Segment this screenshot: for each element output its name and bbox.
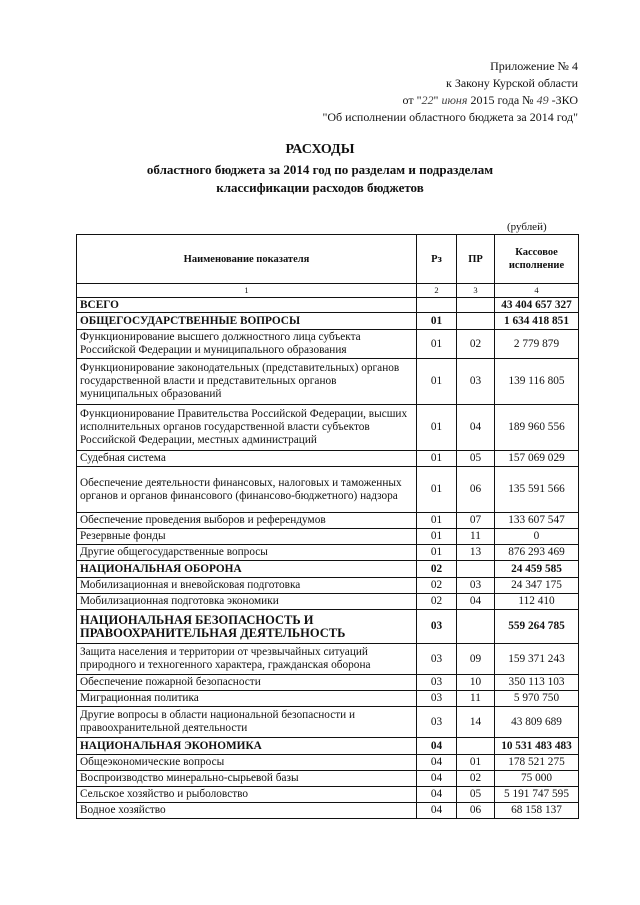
column-number-row — [77, 284, 579, 298]
row-pr: 03 — [457, 578, 495, 594]
row-amount: 24 459 585 — [495, 561, 579, 578]
row-name: Мобилизационная и вневойсковая подготовка — [77, 578, 417, 594]
row-rz: 02 — [417, 578, 457, 594]
row-name: Мобилизационная подготовка экономики — [77, 594, 417, 610]
row-rz: 03 — [417, 691, 457, 707]
col-number: 4 — [495, 284, 579, 298]
row-rz: 04 — [417, 738, 457, 755]
row-pr: 06 — [457, 803, 495, 819]
law-reference: к Закону Курской области — [446, 76, 578, 90]
header-pr: ПР — [457, 235, 495, 284]
row-name: Обеспечение проведения выборов и референдумов — [77, 513, 417, 529]
row-amount: 178 521 275 — [495, 755, 579, 771]
row-name: Сельское хозяйство и рыболовство — [77, 787, 417, 803]
table-row — [77, 803, 579, 819]
row-pr — [457, 313, 495, 330]
table-row — [77, 545, 579, 561]
date-month: июня — [441, 93, 468, 107]
date-sep: " — [433, 93, 442, 107]
table-row — [77, 738, 579, 755]
row-name: Резервные фонды — [77, 529, 417, 545]
table-row — [77, 787, 579, 803]
law-title: "Об исполнении областного бюджета за 2014 год" — [322, 110, 578, 124]
row-rz: 03 — [417, 610, 457, 644]
row-pr — [457, 298, 495, 313]
document-subtitle-2: классификации расходов бюджетов — [216, 180, 424, 195]
document-header — [322, 58, 578, 126]
row-rz: 04 — [417, 771, 457, 787]
row-amount: 43 404 657 327 — [495, 298, 579, 313]
col-number: 1 — [77, 284, 417, 298]
row-amount: 5 970 750 — [495, 691, 579, 707]
row-rz: 01 — [417, 467, 457, 513]
row-pr: 05 — [457, 787, 495, 803]
row-name: Защита населения и территории от чрезвычайных ситуаций природного и техногенного характера, гражданская оборона — [77, 644, 417, 675]
row-pr: 04 — [457, 405, 495, 451]
document-title: РАСХОДЫ — [285, 142, 355, 157]
table-row — [77, 578, 579, 594]
header-amount: Кассовое исполнение — [495, 235, 579, 284]
table-row — [77, 561, 579, 578]
row-pr: 04 — [457, 594, 495, 610]
row-name: Судебная система — [77, 451, 417, 467]
row-pr: 06 — [457, 467, 495, 513]
law-suffix: -ЗКО — [548, 93, 578, 107]
row-pr — [457, 738, 495, 755]
table-row — [77, 405, 579, 451]
table-row — [77, 529, 579, 545]
header-name: Наименование показателя — [77, 235, 417, 284]
row-pr: 10 — [457, 675, 495, 691]
row-name: Другие вопросы в области национальной безопасности и правоохранительной деятельности — [77, 707, 417, 738]
row-name: Миграционная политика — [77, 691, 417, 707]
row-name: ВСЕГО — [77, 298, 417, 313]
row-rz: 03 — [417, 675, 457, 691]
row-amount: 75 000 — [495, 771, 579, 787]
law-date-line — [322, 92, 578, 109]
row-pr — [457, 561, 495, 578]
document-subtitle-1: областного бюджета за 2014 год по разделам и подразделам — [146, 162, 494, 177]
table-row — [77, 330, 579, 359]
expenditure-table — [76, 234, 579, 819]
row-name: Функционирование законодательных (представительных) органов государственной власти и представительных органов муниципальных образований — [77, 359, 417, 405]
row-amount: 2 779 879 — [495, 330, 579, 359]
table-row — [77, 610, 579, 644]
col-number: 3 — [457, 284, 495, 298]
table-row — [77, 771, 579, 787]
row-amount: 135 591 566 — [495, 467, 579, 513]
row-name: Обеспечение деятельности финансовых, налоговых и таможенных органов и органов финансового (финансово-бюджетного) надзора — [77, 467, 417, 513]
row-rz: 01 — [417, 330, 457, 359]
row-name: Общеэкономические вопросы — [77, 755, 417, 771]
row-amount: 876 293 469 — [495, 545, 579, 561]
row-rz: 03 — [417, 644, 457, 675]
row-pr: 09 — [457, 644, 495, 675]
row-rz: 01 — [417, 359, 457, 405]
row-name: НАЦИОНАЛЬНАЯ ЭКОНОМИКА — [77, 738, 417, 755]
row-amount: 0 — [495, 529, 579, 545]
row-amount: 68 158 137 — [495, 803, 579, 819]
row-name: Другие общегосударственные вопросы — [77, 545, 417, 561]
row-amount: 43 809 689 — [495, 707, 579, 738]
row-rz: 02 — [417, 561, 457, 578]
row-amount: 189 960 556 — [495, 405, 579, 451]
table-row — [77, 513, 579, 529]
units-label: (рублей) — [507, 221, 547, 233]
appendix-number: Приложение № 4 — [490, 59, 578, 73]
row-pr: 07 — [457, 513, 495, 529]
date-year: 2015 года № — [467, 93, 537, 107]
row-pr: 13 — [457, 545, 495, 561]
row-rz: 01 — [417, 451, 457, 467]
row-rz: 03 — [417, 707, 457, 738]
row-rz: 04 — [417, 787, 457, 803]
row-pr: 03 — [457, 359, 495, 405]
row-pr: 14 — [457, 707, 495, 738]
table-row — [77, 675, 579, 691]
row-amount: 10 531 483 483 — [495, 738, 579, 755]
header-rz: Рз — [417, 235, 457, 284]
row-rz: 02 — [417, 594, 457, 610]
row-amount: 159 371 243 — [495, 644, 579, 675]
table-row — [77, 451, 579, 467]
row-name: НАЦИОНАЛЬНАЯ БЕЗОПАСНОСТЬ И ПРАВООХРАНИТЕЛЬНАЯ ДЕЯТЕЛЬНОСТЬ — [77, 610, 417, 644]
table-header-row — [77, 235, 579, 284]
date-prefix: от " — [402, 93, 422, 107]
row-pr: 01 — [457, 755, 495, 771]
row-pr: 11 — [457, 529, 495, 545]
row-rz: 01 — [417, 545, 457, 561]
row-pr: 02 — [457, 771, 495, 787]
table-row — [77, 644, 579, 675]
row-amount: 24 347 175 — [495, 578, 579, 594]
row-amount: 1 634 418 851 — [495, 313, 579, 330]
table-row — [77, 691, 579, 707]
row-rz — [417, 298, 457, 313]
row-amount: 5 191 747 595 — [495, 787, 579, 803]
row-amount: 112 410 — [495, 594, 579, 610]
row-name: Водное хозяйство — [77, 803, 417, 819]
row-rz: 04 — [417, 803, 457, 819]
table-row — [77, 359, 579, 405]
row-name: Функционирование Правительства Российской Федерации, высших исполнительных органов государственной власти субъектов Российской Федерации, местных администраций — [77, 405, 417, 451]
row-name: Воспроизводство минерально-сырьевой базы — [77, 771, 417, 787]
table-row — [77, 594, 579, 610]
row-rz: 01 — [417, 529, 457, 545]
date-day: 22 — [421, 93, 434, 107]
row-rz: 04 — [417, 755, 457, 771]
row-amount: 350 113 103 — [495, 675, 579, 691]
row-amount: 559 264 785 — [495, 610, 579, 644]
row-name: Обеспечение пожарной безопасности — [77, 675, 417, 691]
law-number: 49 — [536, 93, 549, 107]
row-pr — [457, 610, 495, 644]
row-name: НАЦИОНАЛЬНАЯ ОБОРОНА — [77, 561, 417, 578]
table-row — [77, 313, 579, 330]
table-row — [77, 707, 579, 738]
row-pr: 05 — [457, 451, 495, 467]
row-amount: 139 116 805 — [495, 359, 579, 405]
row-amount: 157 069 029 — [495, 451, 579, 467]
row-rz: 01 — [417, 405, 457, 451]
row-name: Функционирование высшего должностного лица субъекта Российской Федерации и муниципального образования — [77, 330, 417, 359]
col-number: 2 — [417, 284, 457, 298]
table-row — [77, 755, 579, 771]
table-row — [77, 298, 579, 313]
row-rz: 01 — [417, 313, 457, 330]
table-row — [77, 467, 579, 513]
row-name: ОБЩЕГОСУДАРСТВЕННЫЕ ВОПРОСЫ — [77, 313, 417, 330]
row-pr: 02 — [457, 330, 495, 359]
row-amount: 133 607 547 — [495, 513, 579, 529]
row-pr: 11 — [457, 691, 495, 707]
row-rz: 01 — [417, 513, 457, 529]
